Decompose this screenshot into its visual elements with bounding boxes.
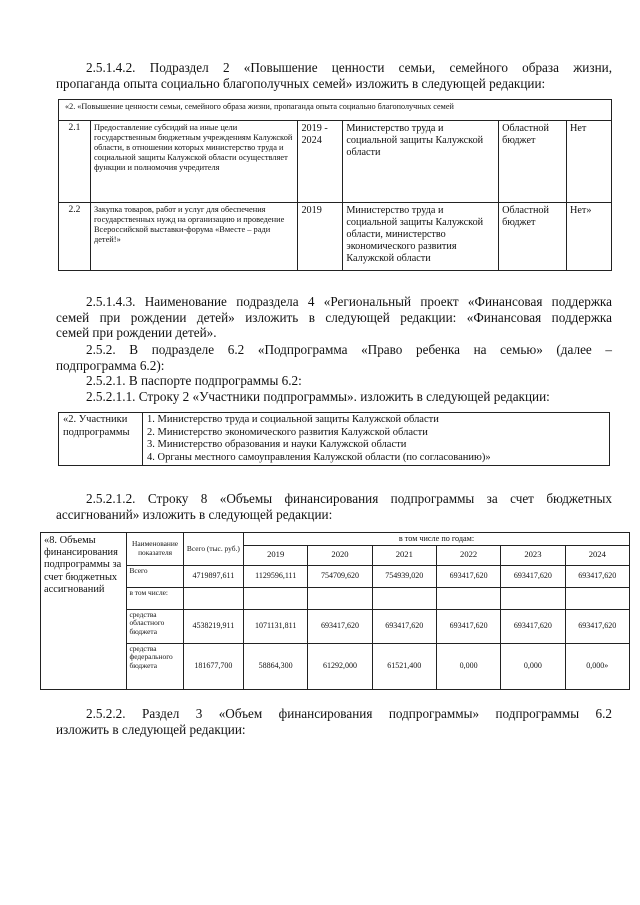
row-value: 693417,620 xyxy=(565,609,629,643)
row-executor: Министерство труда и социальной защиты Калужской области, министерство экономического развития Калужской области xyxy=(343,203,499,271)
text-line: 2.5.1.4.2. Подраздел 2 «Повышение ценности семьи, семейного образа жизни, xyxy=(86,60,612,75)
text-line: изложить в следующей редакции: xyxy=(56,721,246,737)
row-total xyxy=(183,587,243,609)
row-value xyxy=(501,587,565,609)
paragraph-2-5-1-4-2 xyxy=(56,60,612,91)
row-value: 693417,620 xyxy=(372,609,436,643)
row-total: 181677,700 xyxy=(183,643,243,689)
row-value: 693417,620 xyxy=(436,565,500,587)
row-number: 2.2 xyxy=(59,203,91,271)
row-value: 693417,620 xyxy=(436,609,500,643)
text-line: 2.5.2.1.1. Строку 2 «Участники подпрограммы». изложить в следующей редакции: xyxy=(86,389,550,404)
row-money: Нет xyxy=(567,121,612,203)
participants-list xyxy=(143,413,610,466)
year-header: 2022 xyxy=(436,545,500,565)
row-name: в том числе: xyxy=(127,587,183,609)
column-header-years-group: в том числе по годам: xyxy=(244,533,630,546)
row-years: 2019 xyxy=(298,203,343,271)
row-value xyxy=(565,587,629,609)
row-total: 4719897,611 xyxy=(183,565,243,587)
row-source: Областной бюджет xyxy=(499,121,567,203)
text-line: 2.5.2. В подразделе 6.2 «Подпрограмма «Право ребенка на семью» (далее – xyxy=(86,342,612,357)
table-row xyxy=(59,121,612,203)
paragraph-2-5-2-2 xyxy=(56,706,612,737)
text-line: семей при рождении детей» изложить в следующей редакции: «Финансовая поддержка xyxy=(56,309,612,325)
row-value: 0,000» xyxy=(565,643,629,689)
year-header: 2021 xyxy=(372,545,436,565)
row-name: средства областного бюджета xyxy=(127,609,183,643)
row-money: Нет» xyxy=(567,203,612,271)
financing-label: «8. Объемы финансирования подпрограммы за счет бюджетных ассигнований xyxy=(41,533,127,690)
text-line: 2.5.2.2. Раздел 3 «Объем финансирования подпрограммы» подпрограммы 6.2 xyxy=(86,706,612,721)
list-item: 3. Министерство образования и науки Калужской области xyxy=(147,439,407,451)
table-header: «2. «Повышение ценности семьи, семейного образа жизни, пропаганда опыта социально благополучных семей xyxy=(59,100,612,121)
row-value: 693417,620 xyxy=(565,565,629,587)
list-item: 4. Органы местного самоуправления Калужской области (по согласованию)» xyxy=(147,451,491,463)
table-row xyxy=(41,643,630,689)
row-value xyxy=(308,587,372,609)
participants-table xyxy=(58,412,610,466)
row-value: 58864,300 xyxy=(244,643,308,689)
text-line: 2.5.2.1. В паспорте подпрограммы 6.2: xyxy=(86,373,302,388)
row-value: 754939,020 xyxy=(372,565,436,587)
row-value: 0,000 xyxy=(501,643,565,689)
row-description: Предоставление субсидий на иные цели государственным бюджетным учреждениям Калужской области, в отношении которых министерство труда и социальной защиты Калужской области осуществляет функции и полномочия учредителя xyxy=(90,121,298,203)
row-value xyxy=(244,587,308,609)
row-description: Закупка товаров, работ и услуг для обеспечения государственных нужд на организацию и проведение Всероссийской выставки-форума «Вместе – ради детей!» xyxy=(90,203,298,271)
row-value: 61292,000 xyxy=(308,643,372,689)
financing-table xyxy=(40,532,630,690)
row-value: 693417,620 xyxy=(308,609,372,643)
text-line: пропаганда опыта социально благополучных семей» изложить в следующей редакции: xyxy=(56,75,546,91)
row-value: 754709,620 xyxy=(308,565,372,587)
paragraph-2-5-2-1-1 xyxy=(56,389,612,405)
text-line: 2.5.1.4.3. Наименование подраздела 4 «Региональный проект «Финансовая поддержка xyxy=(86,294,612,309)
column-header-name: Наименование показателя xyxy=(127,533,183,566)
table-row xyxy=(41,609,630,643)
column-header-total: Всего (тыс. руб.) xyxy=(183,533,243,566)
paragraph-2-5-1-4-3 xyxy=(56,294,612,341)
row-value: 693417,620 xyxy=(501,609,565,643)
year-header: 2023 xyxy=(501,545,565,565)
row-number: 2.1 xyxy=(59,121,91,203)
table-row xyxy=(41,587,630,609)
row-value: 0,000 xyxy=(436,643,500,689)
year-header: 2020 xyxy=(308,545,372,565)
paragraph-2-5-2-1-2 xyxy=(56,491,612,522)
subsection-2-table xyxy=(58,99,612,271)
row-name: Всего xyxy=(127,565,183,587)
participants-label: «2. Участники подпрограммы xyxy=(59,413,143,466)
row-value: 693417,620 xyxy=(501,565,565,587)
text-line: подпрограмма 6.2): xyxy=(56,357,165,373)
row-total: 4538219,911 xyxy=(183,609,243,643)
row-value xyxy=(372,587,436,609)
text-line: семей при рождении детей». xyxy=(56,325,217,340)
text-line: 2.5.2.1.2. Строку 8 «Объемы финансирования подпрограммы за счет бюджетных xyxy=(86,491,612,506)
row-years: 2019 - 2024 xyxy=(298,121,343,203)
year-header: 2024 xyxy=(565,545,629,565)
row-executor: Министерство труда и социальной защиты Калужской области xyxy=(343,121,499,203)
row-value: 1129596,111 xyxy=(244,565,308,587)
row-name: средства федерального бюджета xyxy=(127,643,183,689)
row-value: 61521,400 xyxy=(372,643,436,689)
row-value: 1071131,811 xyxy=(244,609,308,643)
year-header: 2019 xyxy=(244,545,308,565)
row-source: Областной бюджет xyxy=(499,203,567,271)
list-item: 1. Министерство труда и социальной защиты Калужской области xyxy=(147,414,439,425)
table-row xyxy=(41,565,630,587)
paragraph-2-5-2-1 xyxy=(56,373,612,389)
row-value xyxy=(436,587,500,609)
text-line: ассигнований» изложить в следующей редакции: xyxy=(56,506,333,522)
list-item: 2. Министерство экономического развития Калужской области xyxy=(147,426,428,438)
paragraph-2-5-2 xyxy=(56,342,612,373)
table-row xyxy=(59,203,612,271)
